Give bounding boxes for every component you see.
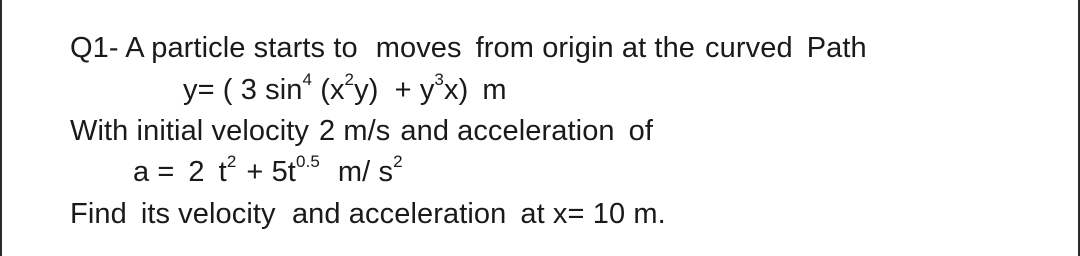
find-rest: velocity and acceleration: [178, 198, 507, 230]
intro-text-a: A particle starts to: [125, 32, 358, 64]
accel-t1: t: [218, 156, 227, 188]
acceleration-equation: [133, 152, 403, 189]
accel-plus-term: + 5t: [246, 156, 296, 188]
find-at: at x= 10 m.: [520, 198, 666, 230]
path-eq-plus: + y: [386, 74, 435, 106]
find-its: its: [140, 198, 171, 230]
velocity-and: and: [400, 115, 450, 147]
intro-text-e: Path: [806, 32, 867, 64]
left-border: [0, 0, 2, 256]
velocity-acceleration-word: acceleration: [457, 115, 615, 147]
x-exponent: 2: [344, 70, 355, 90]
accel-unit: m/ s: [337, 156, 394, 188]
path-eq-arg-close: y): [354, 74, 379, 106]
accel-t2-exponent: 0.5: [295, 152, 320, 172]
sin-exponent: 4: [302, 70, 313, 90]
intro-text-b: moves: [375, 32, 462, 64]
velocity-pre: With initial velocity: [70, 115, 309, 147]
accel-t1-exponent: 2: [226, 152, 237, 172]
path-eq-arg-open: (x: [312, 74, 345, 106]
intro-text-c: from origin at the: [475, 32, 696, 64]
question-line-1: [70, 31, 867, 65]
velocity-line: [70, 114, 653, 148]
velocity-of: of: [628, 115, 654, 147]
path-eq-unit: m: [482, 74, 507, 106]
accel-unit-exponent: 2: [393, 152, 403, 172]
find-word: Find: [70, 198, 127, 230]
intro-text-d: curved: [705, 32, 793, 64]
path-eq-lhs: y= ( 3 sin: [183, 74, 303, 106]
path-eq-tail: x): [443, 74, 469, 106]
path-equation: [183, 70, 507, 107]
y-exponent: 3: [434, 70, 444, 90]
question-label: Q1-: [70, 32, 119, 64]
find-line: [70, 197, 666, 231]
accel-lhs: a =: [133, 156, 175, 188]
velocity-value: 2 m/s: [319, 115, 391, 147]
accel-term1: 2: [188, 156, 205, 188]
